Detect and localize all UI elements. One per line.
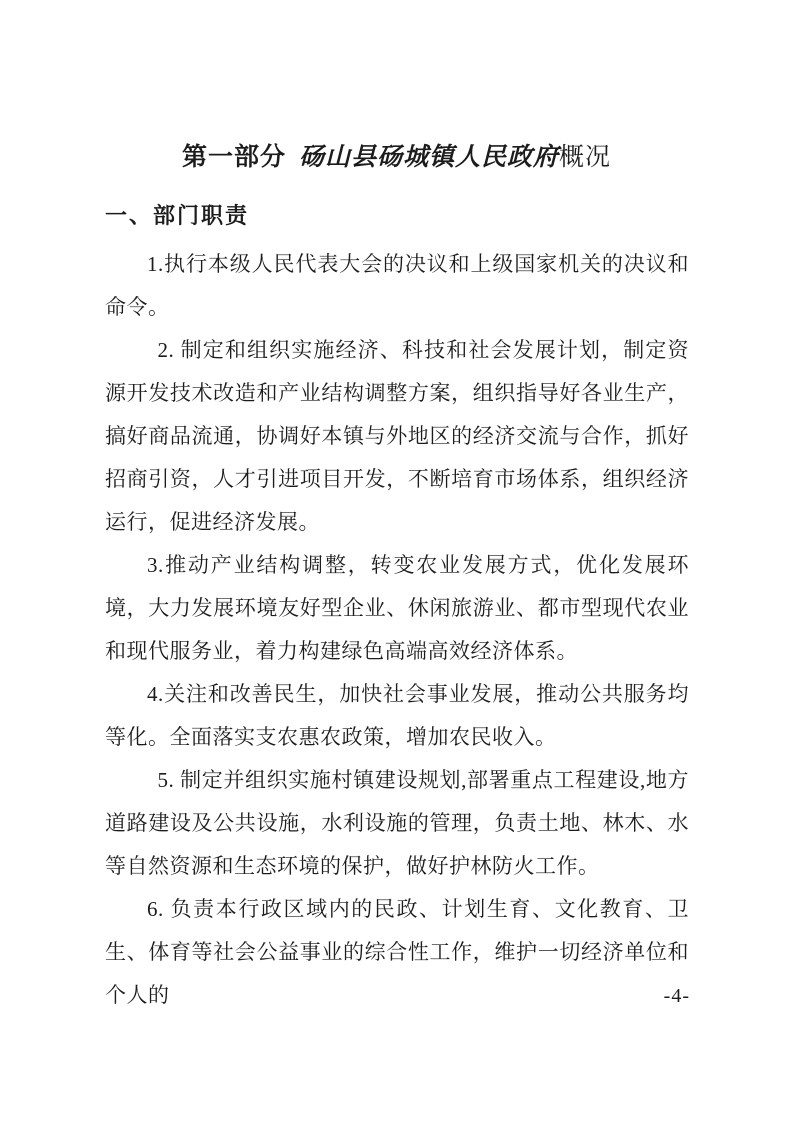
document-body <box>105 243 689 1017</box>
title-section-label: 第一部分 <box>181 143 286 171</box>
page-number: -4- <box>663 985 690 1007</box>
paragraph-duty-4: 4.关注和改善民生，加快社会事业发展，推动公共服务均等化。全面落实支农惠农政策，增加农民收入。 <box>105 682 689 749</box>
title-government-name: 砀山县砀城镇人民政府 <box>298 143 559 171</box>
title-overview-suffix: 概况 <box>559 143 612 171</box>
paragraph-duty-6: 6. 负责本行政区域内的民政、计划生育、文化教育、卫生、体育等社会公益事业的综合性工作，维护一切经济单位和个人的 <box>105 897 689 1007</box>
paragraph-duty-1: 1.执行本级人民代表大会的决议和上级国家机关的决议和命令。 <box>105 252 689 319</box>
section-heading: 一、部门职责 <box>105 203 250 228</box>
paragraph-duty-2: 2. 制定和组织实施经济、科技和社会发展计划，制定资源开发技术改造和产业结构调整方案，组织指导好各业生产，搞好商品流通，协调好本镇与外地区的经济交流与合作，抓好招商引资，人才引进项目开发，不断培育市场体系，组织经济运行，促进经济发展。 <box>105 338 689 534</box>
page-title <box>0 140 793 174</box>
paragraph-duty-5: 5. 制定并组织实施村镇建设规划,部署重点工程建设,地方道路建设及公共设施，水利设施的管理，负责土地、林木、水等自然资源和生态环境的保护，做好护林防火工作。 <box>105 768 689 878</box>
paragraph-duty-3: 3.推动产业结构调整，转变农业发展方式，优化发展环境，大力发展环境友好型企业、休闲旅游业、都市型现代农业和现代服务业，着力构建绿色高端高效经济体系。 <box>105 553 689 663</box>
